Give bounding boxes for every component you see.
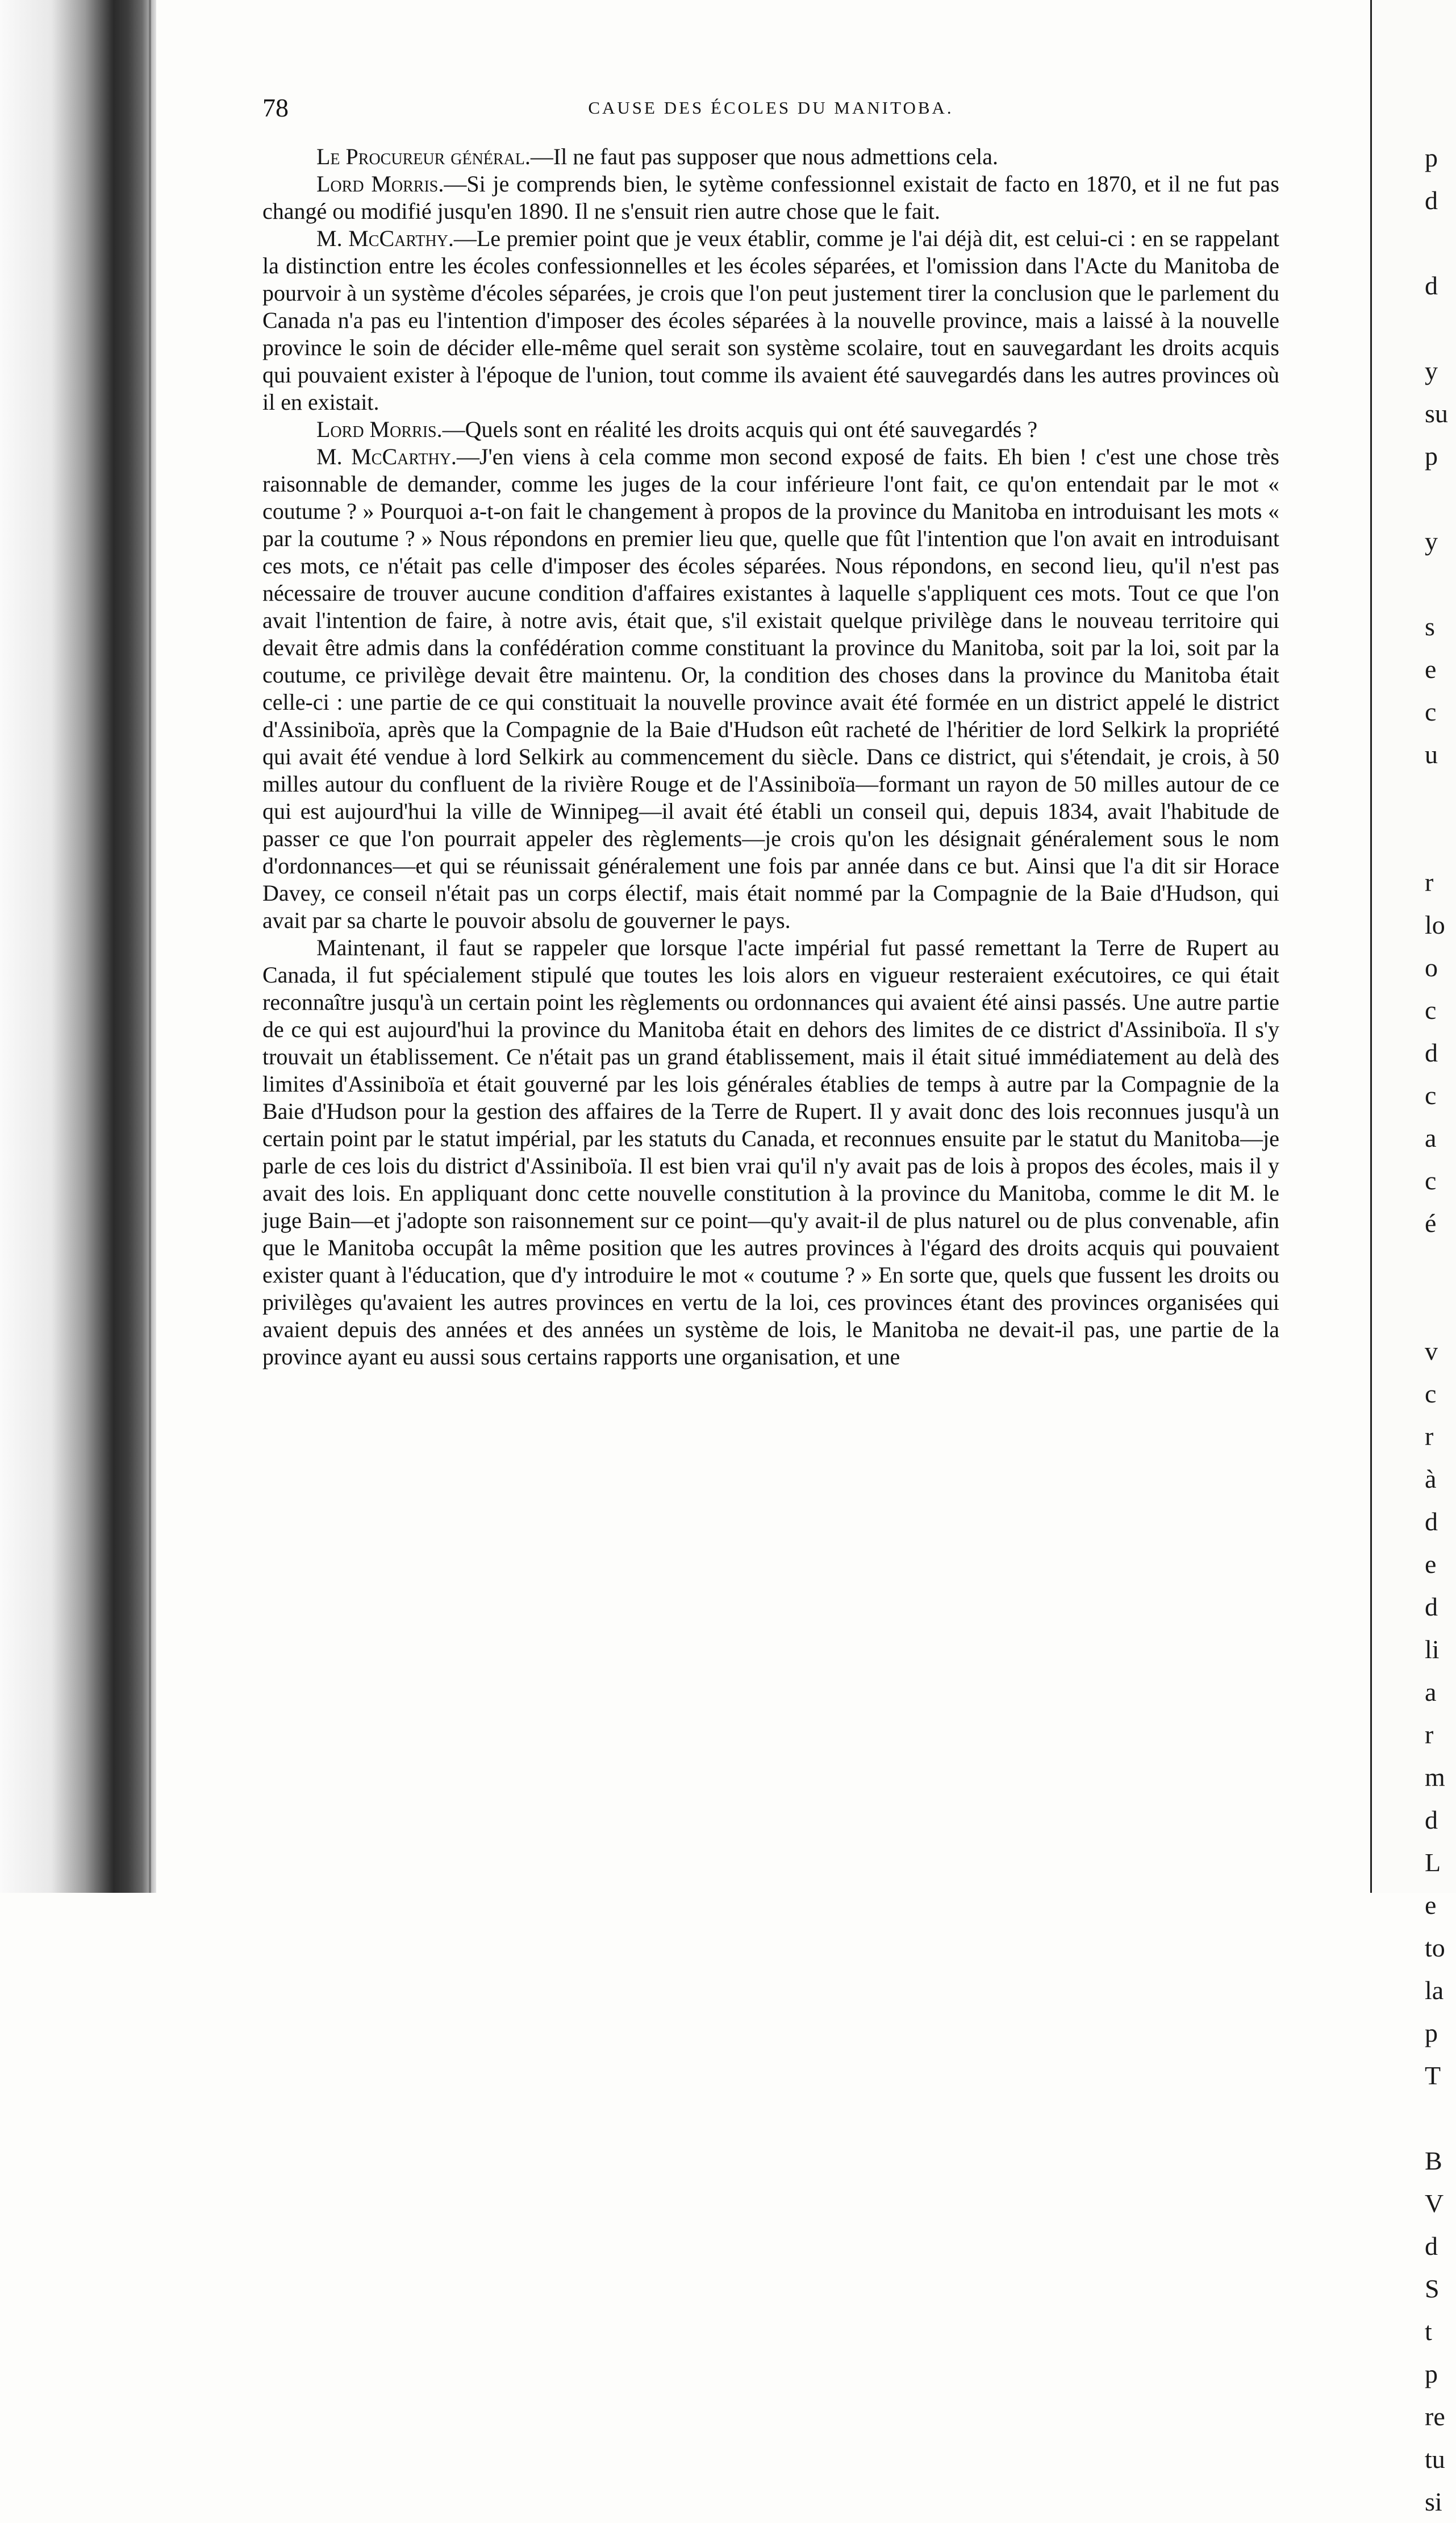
next-page-fragment: e [1425, 1891, 1437, 1920]
binding-gutter [0, 0, 156, 1893]
next-page-fragment: p [1425, 2018, 1438, 2047]
next-page-fragment: d [1425, 1038, 1438, 1067]
next-page-fragment: d [1425, 271, 1438, 300]
next-page-fragment: é [1425, 1209, 1437, 1238]
paragraph-text: —Il ne faut pas supposer que nous admettions cela. [530, 144, 999, 169]
next-page-fragment: B [1425, 2146, 1442, 2175]
next-page-fragment: v [1425, 1337, 1438, 1365]
next-page-fragment: V [1425, 2189, 1444, 2218]
next-page-fragment: p [1425, 2359, 1438, 2388]
next-page-fragment: tu [1425, 2445, 1445, 2474]
paragraph-text: —Si je comprends bien, le sytème confessionnel existait de facto en 1870, et il ne fut pas changé ou modifié jusqu'en 1890. Il ne s'ensuit rien autre chose que le fait. [262, 171, 1279, 224]
next-page-fragment [1425, 222, 1456, 264]
next-page-fragment: y [1425, 356, 1438, 385]
next-page-fragment [1425, 818, 1456, 861]
next-page-fragment: c [1425, 1081, 1437, 1110]
next-page-fragment: d [1425, 1592, 1438, 1621]
speaker-name: M. McCarthy. [316, 444, 457, 469]
next-page-fragment: si [1425, 2487, 1442, 2516]
next-page-fragment: p [1425, 442, 1438, 471]
next-page-fragment: e [1425, 1550, 1437, 1579]
paragraph [262, 416, 1279, 443]
next-page-fragment: s [1425, 612, 1435, 641]
next-page-fragment: r [1425, 1720, 1434, 1749]
page-header [262, 90, 1279, 126]
next-page-fragment: d [1425, 2231, 1438, 2260]
next-page-fragments [1425, 136, 1456, 2523]
next-page-fragment: t [1425, 2317, 1432, 2346]
next-page-fragment: m [1425, 1763, 1445, 1792]
paragraph-text: —J'en viens à cela comme mon second exposé de faits. Eh bien ! c'est une chose très raisonnable de demander, comme les juges de la cour inférieure l'ont fait, ce qu'on entendait par le mot « coutume ? » Pourquoi a-t-on fait le changement à propos de la province du Manitoba en introduisant les mots « par la coutume ? » Nous répondons en premier lieu que, quelle que fût l'intention que l'on avait en introduisant ces mots, ce n'était pas celle d'imposer des écoles séparées. Nous répondons, en second lieu, qu'il n'est pas nécessaire de trouver aucune condition d'affaires existantes à laquelle s'appliquent ces mots. Tout ce que l'on avait l'intention de faire, à notre avis, était que, s'il existait quelque privilège dans le nouveau territoire qui devait être admis dans la confédération comme constituant la province du Manitoba, soit par la loi, soit par la coutume, ce privilège devait être maintenu. Or, la condition des choses dans la province du Manitoba était celle-ci : une partie de ce qui constituait la nouvelle province avait été formée en un district appelé le district d'Assiniboïa, après que la Compagnie de la Baie d'Hudson eût racheté de l'héritier de lord Selkirk la propriété qui avait été vendue à lord Selkirk au commencement du siècle. Dans ce district, qui s'étendait, je crois, à 50 milles autour du confluent de la rivière Rouge et de l'Assiniboïa—formant un rayon de 50 milles autour de ce qui est aujourd'hui la ville de Winnipeg—il avait été établi un conseil qui, depuis 1834, avait l'habitude de passer ce que l'on pourrait appeler des règlements—je crois qu'on les désignait généralement sous le nom d'ordonnances—et qui se réunissait généralement une fois par année dans ce but. Ainsi que l'a dit sir Horace Davey, ce conseil n'était pas un corps électif, mais était nommé par la Compagnie de la Baie d'Hudson, qui avait par sa charte le pouvoir absolu de gouverner le pays. [262, 444, 1279, 933]
next-page-fragment [1425, 2097, 1456, 2139]
paragraph [262, 143, 1279, 170]
next-page-fragment: d [1425, 186, 1438, 215]
paragraph [262, 170, 1279, 225]
next-page-fragment: su [1425, 399, 1448, 428]
next-page-fragment: y [1425, 527, 1438, 556]
next-page-fragment: d [1425, 1507, 1438, 1536]
paragraph-text: —Quels sont en réalité les droits acquis qui ont été sauvegardés ? [442, 417, 1038, 442]
next-page-fragment [1425, 307, 1456, 349]
next-page-fragment: a [1425, 1677, 1437, 1706]
next-page-fragment [1425, 1244, 1456, 1287]
next-page-fragment: to [1425, 1933, 1445, 1962]
next-page-fragment: u [1425, 740, 1438, 769]
next-page-fragment: re [1425, 2402, 1445, 2431]
next-page-fragment: p [1425, 143, 1438, 172]
next-page-fragment: li [1425, 1635, 1440, 1664]
speaker-name: Lord Morris. [316, 171, 444, 197]
next-page-fragment: d [1425, 1805, 1438, 1834]
next-page-fragment [1425, 1287, 1456, 1330]
speaker-name: Le Procureur général. [316, 144, 531, 169]
next-page-fragment: r [1425, 1422, 1434, 1451]
next-page-fragment: o [1425, 953, 1438, 982]
next-page-fragment: lo [1425, 910, 1445, 939]
next-page-fragment: T [1425, 2061, 1441, 2090]
paragraph [262, 225, 1279, 416]
paragraph-text: —Le premier point que je veux établir, comme je l'ai déjà dit, est celui-ci : en se rappelant la distinction entre les écoles confessionnelles et les écoles séparées, et l'omission dans l'Acte du Manitoba de pourvoir à un système d'écoles séparées, je crois que l'on peut justement tirer la conclusion que le parlement du Canada n'a pas eu l'intention d'imposer des écoles séparées à la nouvelle province, mais a laissé à la nouvelle province le soin de décider elle-même quel serait son système scolaire, tout en sauvegardant les droits acquis qui pouvaient exister à l'époque de l'union, tout comme ils avaient été sauvegardés dans les autres provinces où il en existait. [262, 226, 1280, 415]
running-title: CAUSE DES ÉCOLES DU MANITOBA. [588, 98, 954, 118]
next-page-fragment: la [1425, 1976, 1444, 2005]
speaker-name: Lord Morris. [316, 417, 443, 442]
next-page-fragment: c [1425, 697, 1437, 726]
next-page-fragment: à [1425, 1464, 1437, 1493]
next-page-fragment [1425, 776, 1456, 818]
next-page-fragment [1425, 477, 1456, 520]
page-number: 78 [262, 93, 289, 122]
next-page-fragment: a [1425, 1123, 1437, 1152]
gutter-shadow-line [149, 0, 151, 1893]
body-text [262, 143, 1279, 1371]
next-page-fragment: r [1425, 868, 1434, 897]
next-page-fragment: L [1425, 1848, 1441, 1877]
next-page-fragment: c [1425, 1166, 1437, 1195]
next-page-fragment: c [1425, 1379, 1437, 1408]
next-page-fragment: S [1425, 2274, 1440, 2303]
paragraph-text: Maintenant, il faut se rappeler que lorsque l'acte impérial fut passé remettant la Terre de Rupert au Canada, il fut spécialement stipulé que toutes les lois alors en vigueur resteraient exécutoires, ce qui était reconnaître jusqu'à un certain point les règlements ou ordonnances qui avaient été ainsi passés. Une autre partie de ce qui est aujourd'hui la province du Manitoba était en dehors des limites de ce district d'Assiniboïa. Il s'y trouvait un établissement. Ce n'était pas un grand établissement, mais il était situé immédiatement au delà des limites d'Assiniboïa et était gouverné par les lois générales établies de temps à autre par la Compagnie de la Baie d'Hudson pour la gestion des affaires de la Terre de Rupert. Il y avait donc des lois reconnues jusqu'à un certain point par le statut impérial, par les statuts du Canada, et reconnues ensuite par le statut du Manitoba—je parle de ces lois du district d'Assiniboïa. Il est bien vrai qu'il n'y avait pas de lois à propos des écoles, mais il y avait des lois. En appliquant donc cette nouvelle constitution à la province du Manitoba, comme le dit M. le juge Bain—et j'adopte son raisonnement sur ce point—qu'y avait-il de plus naturel ou de plus convenable, afin que le Manitoba occupât la même position que les autres provinces à l'égard des droits acquis qui pouvaient exister quant à l'éducation, que d'y introduire le mot « coutume ? » En sorte que, quels que fussent les droits ou privilèges qu'avaient les autres provinces en vertu de la loi, ces provinces étant des provinces organisées qui avaient depuis des années et des années un système de lois, le Manitoba ne devait-il pas, une partie de la province ayant eu aussi sous certains rapports une organisation, et une [262, 935, 1279, 1369]
next-page-fragment: e [1425, 655, 1437, 684]
paragraph [262, 443, 1279, 934]
next-page-fragment: c [1425, 996, 1437, 1025]
next-page-fragment [1425, 563, 1456, 605]
paragraph [262, 934, 1279, 1371]
speaker-name: M. McCarthy. [316, 226, 454, 251]
